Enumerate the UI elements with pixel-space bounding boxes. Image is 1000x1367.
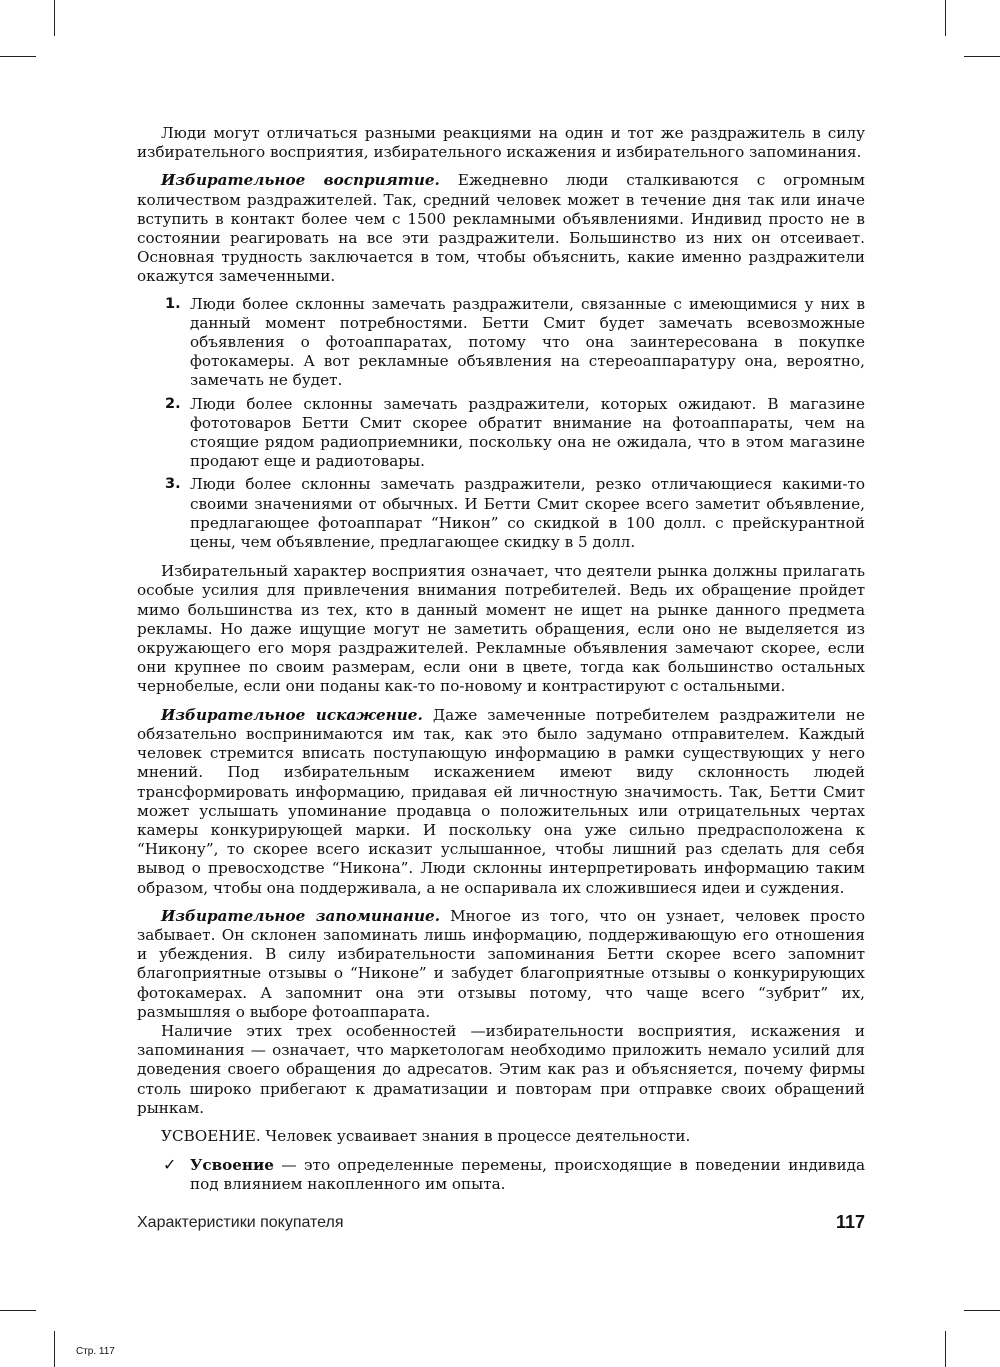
selective-paragraph: Избирательный характер восприятия означает, что деятели рынка должны прилагать особые усилия для привлечения внимания потребителей. Ведь их обращение пройдет мимо большинства из тех, кто в данный момент не ищет на рынке данного предмета рекламы. Но даже ищущие могут не заметить обращения, если оно не выделяется из окружающего его моря раздражителей. Рекламные объявления замечают скорее, если они крупнее по своим размерам, если они в цвете, тогда как большинство остальных чернобелые, если они поданы как-то по-новому и контрастируют с остальными. xyxy=(137,562,865,696)
definition-text: — это определенные перемены, происходящие в поведении индивида под влиянием накопленного им опыта. xyxy=(190,1156,865,1194)
retention-heading: Избирательное запоминание. xyxy=(161,906,440,925)
list-item xyxy=(137,395,865,472)
crop-mark xyxy=(0,1310,36,1311)
footer-page-number: 117 xyxy=(835,1212,865,1232)
crop-mark xyxy=(945,0,946,36)
summary-paragraph: Наличие этих трех особенностей —избирательности восприятия, искажения и запоминания — означает, что маркетологам необходимо приложить немало усилий для доведения своего обращения до адресатов. Этим как раз и объясняется, почему фирмы столь широко прибегают к драматизации и повторам при отправке своих обращений рынкам. xyxy=(137,1021,865,1117)
footer-section-title: Характеристики покупателя xyxy=(137,1214,344,1231)
list-item xyxy=(137,295,865,391)
list-item-number: 3. xyxy=(165,476,181,493)
intro-paragraph: Люди могут отличаться разными реакциями на один и тот же раздражитель в силу избирательного восприятия, избирательного искажения и избирательного запоминания. xyxy=(137,124,865,162)
perception-paragraph xyxy=(137,171,865,286)
checkmark-icon: ✓ xyxy=(163,1155,177,1175)
list-item xyxy=(137,475,865,552)
distortion-text: Даже замеченные потребителем раздражители не обязательно воспринимаются им так, как это было задумано отправителем. Каждый человек стремится вписать поступающую информацию в рамки существующих у него мнений. Под избирательным искажением имеют виду склонность людей трансформировать информацию, придавая ей личностную значимость. Так, Бетти Смит может услышать упоминание продавца о положительных или отрицательных чертах камеры конкурирующей марки. И поскольку она уже сильно предрасположена к “Никону”, то скорее всего исказит услышанное, чтобы лишний раз сделать для себя вывод о превосходстве “Никона”. Люди склонны интерпретировать информацию таким образом, чтобы она поддерживала, а не оспаривала их сложившиеся идеи и суждения. xyxy=(137,705,865,897)
list-item-number: 2. xyxy=(165,395,181,412)
distortion-heading: Избирательное искажение. xyxy=(161,705,423,724)
perception-list xyxy=(137,295,865,553)
definition-term: Усвоение xyxy=(190,1156,274,1175)
list-item-text: Люди более склонны замечать раздражители, связанные с имеющимися у них в данный момент потребностями. Бетти Смит будет замечать всевозможные объявления о фотоаппаратах, потому что она заинтересована в покупке фотокамеры. А вот рекламные объявления на стереоаппаратуру она, вероятно, замечать не будет. xyxy=(190,294,865,390)
crop-mark xyxy=(964,1310,1000,1311)
list-item-number: 1. xyxy=(165,295,181,312)
crop-mark xyxy=(54,1331,55,1367)
perception-text: Ежедневно люди сталкиваются с огромным количеством раздражителей. Так, средний человек может в течение дня так или иначе вступить в контакт более чем с 1500 рекламными объявлениями. Индивид просто не в состоянии реагировать на все эти раздражители. Большинство из них он отсеивает. Основная трудность заключается в том, чтобы объяснить, какие именно раздражители окажутся замеченными. xyxy=(137,171,865,286)
page-body xyxy=(137,124,865,1195)
list-item-text: Люди более склонны замечать раздражители, резко отличающиеся какими-то своими значениями от обычных. И Бетти Смит скорее всего заметит объявление, предлагающее фотоаппарат “Никон” со скидкой в 100 долл. с прейскурантной цены, чем объявление, предлагающее скидку в 5 долл. xyxy=(190,475,865,552)
definition-item xyxy=(137,1156,865,1194)
crop-mark xyxy=(0,56,36,57)
list-item-text: Люди более склонны замечать раздражители, которых ожидают. В магазине фототоваров Бетти Смит скорее обратит внимание на фотоаппараты, чем на стоящие рядом радиоприемники, поскольку она не ожидала, что в этом магазине продают еще и радиотовары. xyxy=(190,394,865,471)
retention-text: Многое из того, что он узнает, человек просто забывает. Он склонен запоминать лишь информацию, поддерживающую его отношения и убеждения. В силу избирательности запоминания Бетти скорее всего запомнит благоприятные отзывы о “Никоне” и забудет благоприятные отзывы о конкурирующих фотокамерах. А запомнит она эти отзывы потому, что чаще всего “зубрит” их, размышляя о выборе фотоаппарата. xyxy=(137,906,865,1021)
crop-mark xyxy=(964,56,1000,57)
distortion-paragraph xyxy=(137,706,865,898)
retention-paragraph xyxy=(137,907,865,1022)
crop-mark xyxy=(945,1331,946,1367)
learning-paragraph: УСВОЕНИЕ. Человек усваивает знания в процессе деятельности. xyxy=(161,1126,691,1145)
page-label: Стр. 117 xyxy=(76,1346,115,1357)
crop-mark xyxy=(54,0,55,36)
perception-heading: Избирательное восприятие. xyxy=(161,171,440,190)
